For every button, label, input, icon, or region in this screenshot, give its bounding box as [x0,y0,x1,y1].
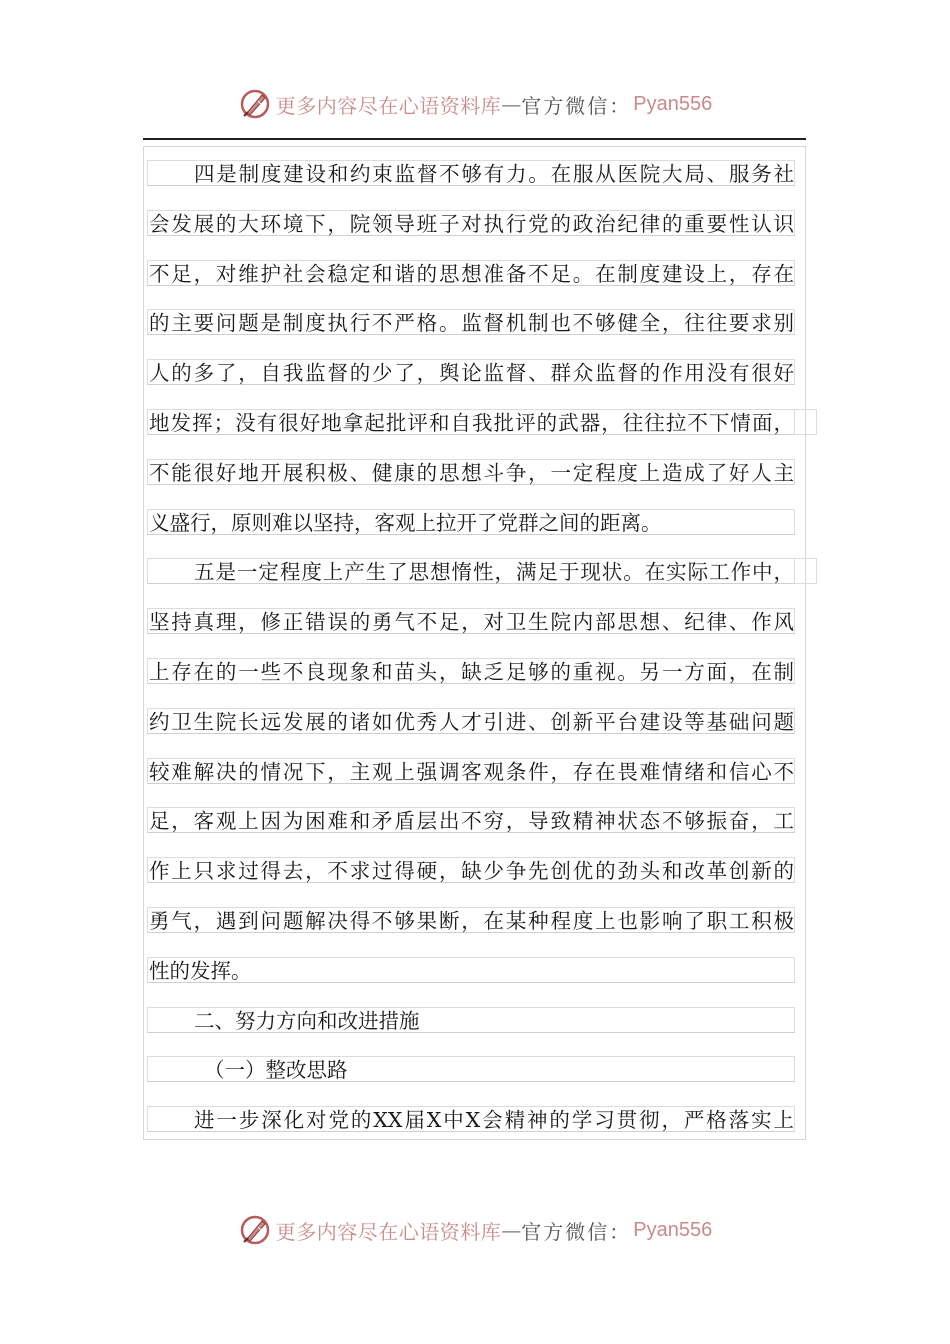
header-rule [143,138,806,140]
text-line [145,396,795,446]
line-text: 进一步深化对党的XX届X中X会精神的学习贯彻，严格落实上 [147,1106,795,1132]
document-body [145,147,795,1143]
line-text: 上存在的一些不良现象和苗头，缺乏足够的重视。另一方面，在制 [149,659,794,684]
text-line [145,944,795,994]
text-line [145,745,795,795]
text-line [145,695,795,745]
section-heading: 二、努力方向和改进措施 [147,1007,795,1033]
line-text: 四是制度建设和约束监督不够有力。在服从医院大局、服务社 [147,160,795,186]
line-text: 较难解决的情况下，主观上强调客观条件，存在畏难情绪和信心不 [149,759,794,784]
banner-wechat-id: Pyan556 [633,1218,713,1241]
text-line [145,645,795,695]
text-line [145,894,795,944]
line-text: 作上只求过得去，不求过得硬，缺少争先创优的劲头和改革创新的 [149,859,794,884]
line-text: 不能很好地开展积极、健康的思想斗争，一定程度上造成了好人主 [149,460,794,485]
text-line [145,346,795,396]
overflow-box [795,409,817,435]
line-text: 约卫生院长远发展的诸如优秀人才引进、创新平台建设等基础问题 [149,709,794,734]
quill-logo-icon [238,87,272,121]
text-line [145,545,795,595]
header-banner [0,82,950,126]
text-line [145,446,795,496]
quill-logo-icon [238,1213,272,1247]
text-line [145,794,795,844]
line-text: 勇气，遇到问题解决得不够果断，在某种程度上也影响了职工积极 [149,908,794,933]
footer-banner [0,1208,950,1252]
text-line [145,296,795,346]
text-line [145,197,795,247]
line-text: 的主要问题是制度执行不严格。监督机制也不够健全，往往要求别 [149,311,794,336]
line-text: 性的发挥。 [147,957,795,983]
text-line [145,1093,795,1143]
banner-wechat-id: Pyan556 [633,92,713,115]
section-heading-line [145,994,795,1044]
subsection-heading-line [145,1043,795,1093]
banner-separator: — [501,1218,522,1242]
subsection-heading: （一）整改思路 [147,1056,795,1082]
line-text: 人的多了，自我监督的少了，舆论监督、群众监督的作用没有很好 [149,361,794,386]
banner-main-text: 更多内容尽在心语资料库 [275,93,502,118]
text-line [145,844,795,894]
banner-wechat-label: 官方微信： [521,93,632,118]
banner-separator: — [501,92,522,116]
line-text: 不足，对维护社会稳定和谐的思想准备不足。在制度建设上，存在 [149,261,794,286]
line-text: 五是一定程度上产生了思想惰性，满足于现状。在实际工作中， [147,558,795,584]
line-text: 足，客观上因为困难和矛盾层出不穷，导致精神状态不够振奋，工 [149,809,794,834]
text-line [145,247,795,297]
banner-main-text: 更多内容尽在心语资料库 [275,1219,502,1244]
line-text: 坚持真理，修正错误的勇气不足，对卫生院内部思想、纪律、作风 [149,610,794,635]
text-line [145,147,795,197]
text-line [145,496,795,546]
line-text: 地发挥；没有很好地拿起批评和自我批评的武器，往往拉不下情面， [149,410,794,435]
banner-wechat-label: 官方微信： [521,1219,632,1244]
overflow-box [795,558,817,584]
text-line [145,595,795,645]
line-text: 会发展的大环境下，院领导班子对执行党的政治纪律的重要性认识 [149,211,794,236]
line-text: 义盛行，原则难以坚持，客观上拉开了党群之间的距离。 [147,509,795,535]
